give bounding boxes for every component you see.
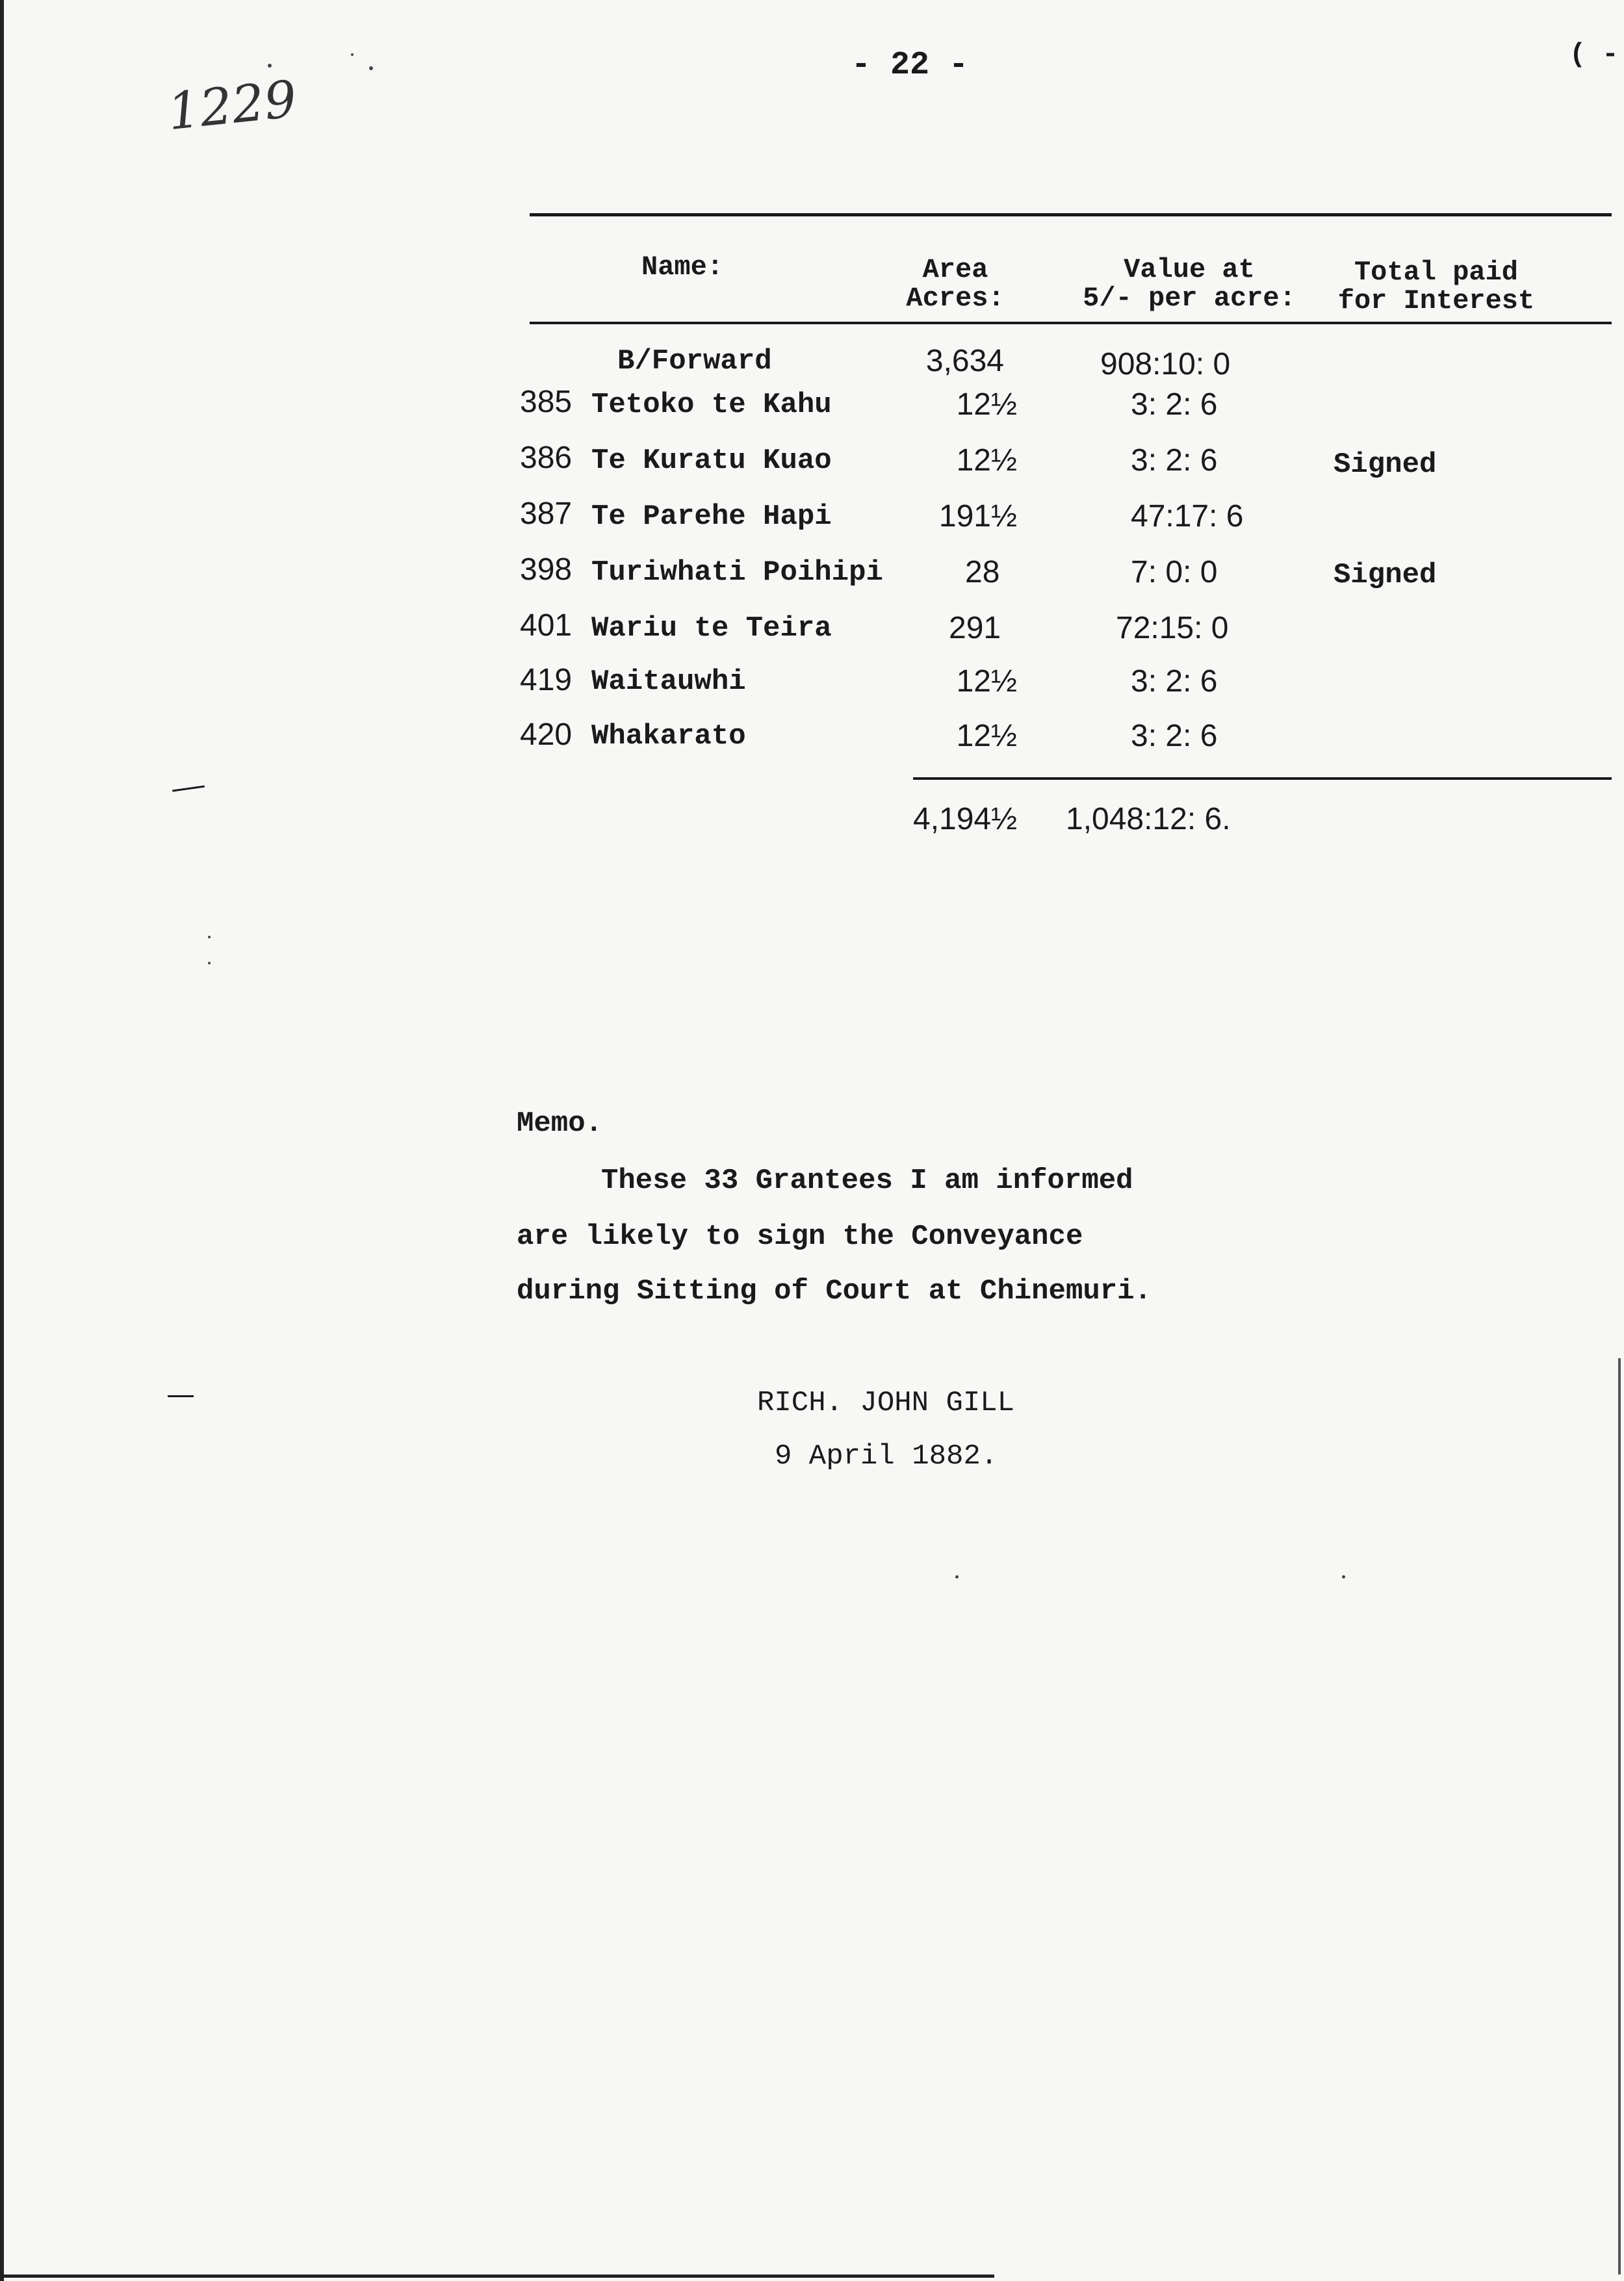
row-name: Tetoko te Kahu: [591, 389, 832, 421]
scan-speck: [955, 1575, 959, 1579]
row-number: 420: [520, 717, 573, 752]
row-area: 3,634: [925, 344, 1004, 378]
row-value: 3: 2: 6: [1131, 664, 1218, 699]
row-value: 3: 2: 6: [1131, 719, 1218, 753]
header-bottom-rule: [530, 322, 1612, 324]
row-value: 3: 2: 6: [1131, 443, 1218, 478]
scan-speck: [351, 53, 354, 56]
row-area: 12½: [956, 664, 1017, 699]
row-area: 12½: [956, 719, 1017, 753]
scan-speck: [369, 66, 373, 70]
header-paid-line1: Total paid: [1354, 257, 1519, 288]
row-number: 419: [520, 663, 573, 697]
signatory-name: RICH. JOHN GILL: [757, 1387, 1015, 1419]
header-value-line1: Value at: [1124, 254, 1255, 285]
margin-tick: [168, 1395, 194, 1397]
scan-speck: [1342, 1575, 1345, 1579]
row-value: 47:17: 6: [1131, 499, 1244, 534]
memo-line-2: are likely to sign the Conveyance: [517, 1220, 1083, 1253]
row-area: 191½: [938, 499, 1017, 534]
row-name: Turiwhati Poihipi: [591, 556, 883, 589]
row-number: 398: [520, 552, 573, 587]
memo-line-3: during Sitting of Court at Chinemuri.: [517, 1275, 1152, 1308]
scan-border-bottom: [0, 2275, 994, 2278]
page-number: - 22 -: [851, 47, 969, 84]
scan-border-left: [0, 0, 4, 2281]
row-area: 28: [965, 555, 1000, 589]
row-value: 7: 0: 0: [1131, 555, 1218, 589]
memo-heading: Memo.: [517, 1107, 603, 1140]
memo-line-1: These 33 Grantees I am informed: [601, 1165, 1133, 1197]
row-value: 72:15: 0: [1116, 611, 1229, 645]
scan-speck: [208, 936, 211, 938]
row-paid-status: Signed: [1334, 448, 1437, 481]
row-area: 12½: [956, 387, 1017, 422]
header-area-line2: Acres:: [906, 283, 1005, 314]
totals-rule: [913, 777, 1612, 780]
margin-tick: [172, 786, 205, 792]
scan-border-right: [1618, 1358, 1621, 2275]
total-value: 1,048:12: 6.: [1066, 802, 1231, 836]
row-name: B/Forward: [617, 345, 772, 378]
row-name: Whakarato: [591, 720, 746, 753]
header-area-line1: Area: [922, 254, 988, 285]
row-value: 3: 2: 6: [1131, 387, 1218, 422]
row-name: Wariu te Teira: [591, 612, 832, 645]
row-number: 387: [520, 496, 573, 531]
signature-date: 9 April 1882.: [775, 1440, 998, 1473]
header-value-line2: 5/- per acre:: [1083, 283, 1296, 314]
total-area: 4,194½: [913, 802, 1018, 836]
row-area: 12½: [956, 443, 1017, 478]
row-number: 385: [520, 385, 573, 419]
row-name: Te Parehe Hapi: [591, 500, 832, 533]
row-value: 908:10: 0: [1100, 347, 1231, 381]
row-name: Waitauwhi: [591, 665, 746, 698]
scan-speck: [208, 962, 211, 964]
handwritten-note: 1229: [164, 70, 300, 142]
row-paid-status: Signed: [1334, 559, 1437, 591]
header-paid-line2: for Interest: [1337, 285, 1535, 316]
scan-speck: [268, 64, 272, 68]
table-top-rule: [530, 213, 1612, 216]
row-name: Te Kuratu Kuao: [591, 445, 832, 477]
corner-mark: ( -: [1569, 39, 1619, 70]
row-area: 291: [949, 611, 1001, 645]
row-number: 386: [520, 441, 573, 475]
row-number: 401: [520, 608, 573, 643]
header-name: Name:: [641, 251, 724, 283]
